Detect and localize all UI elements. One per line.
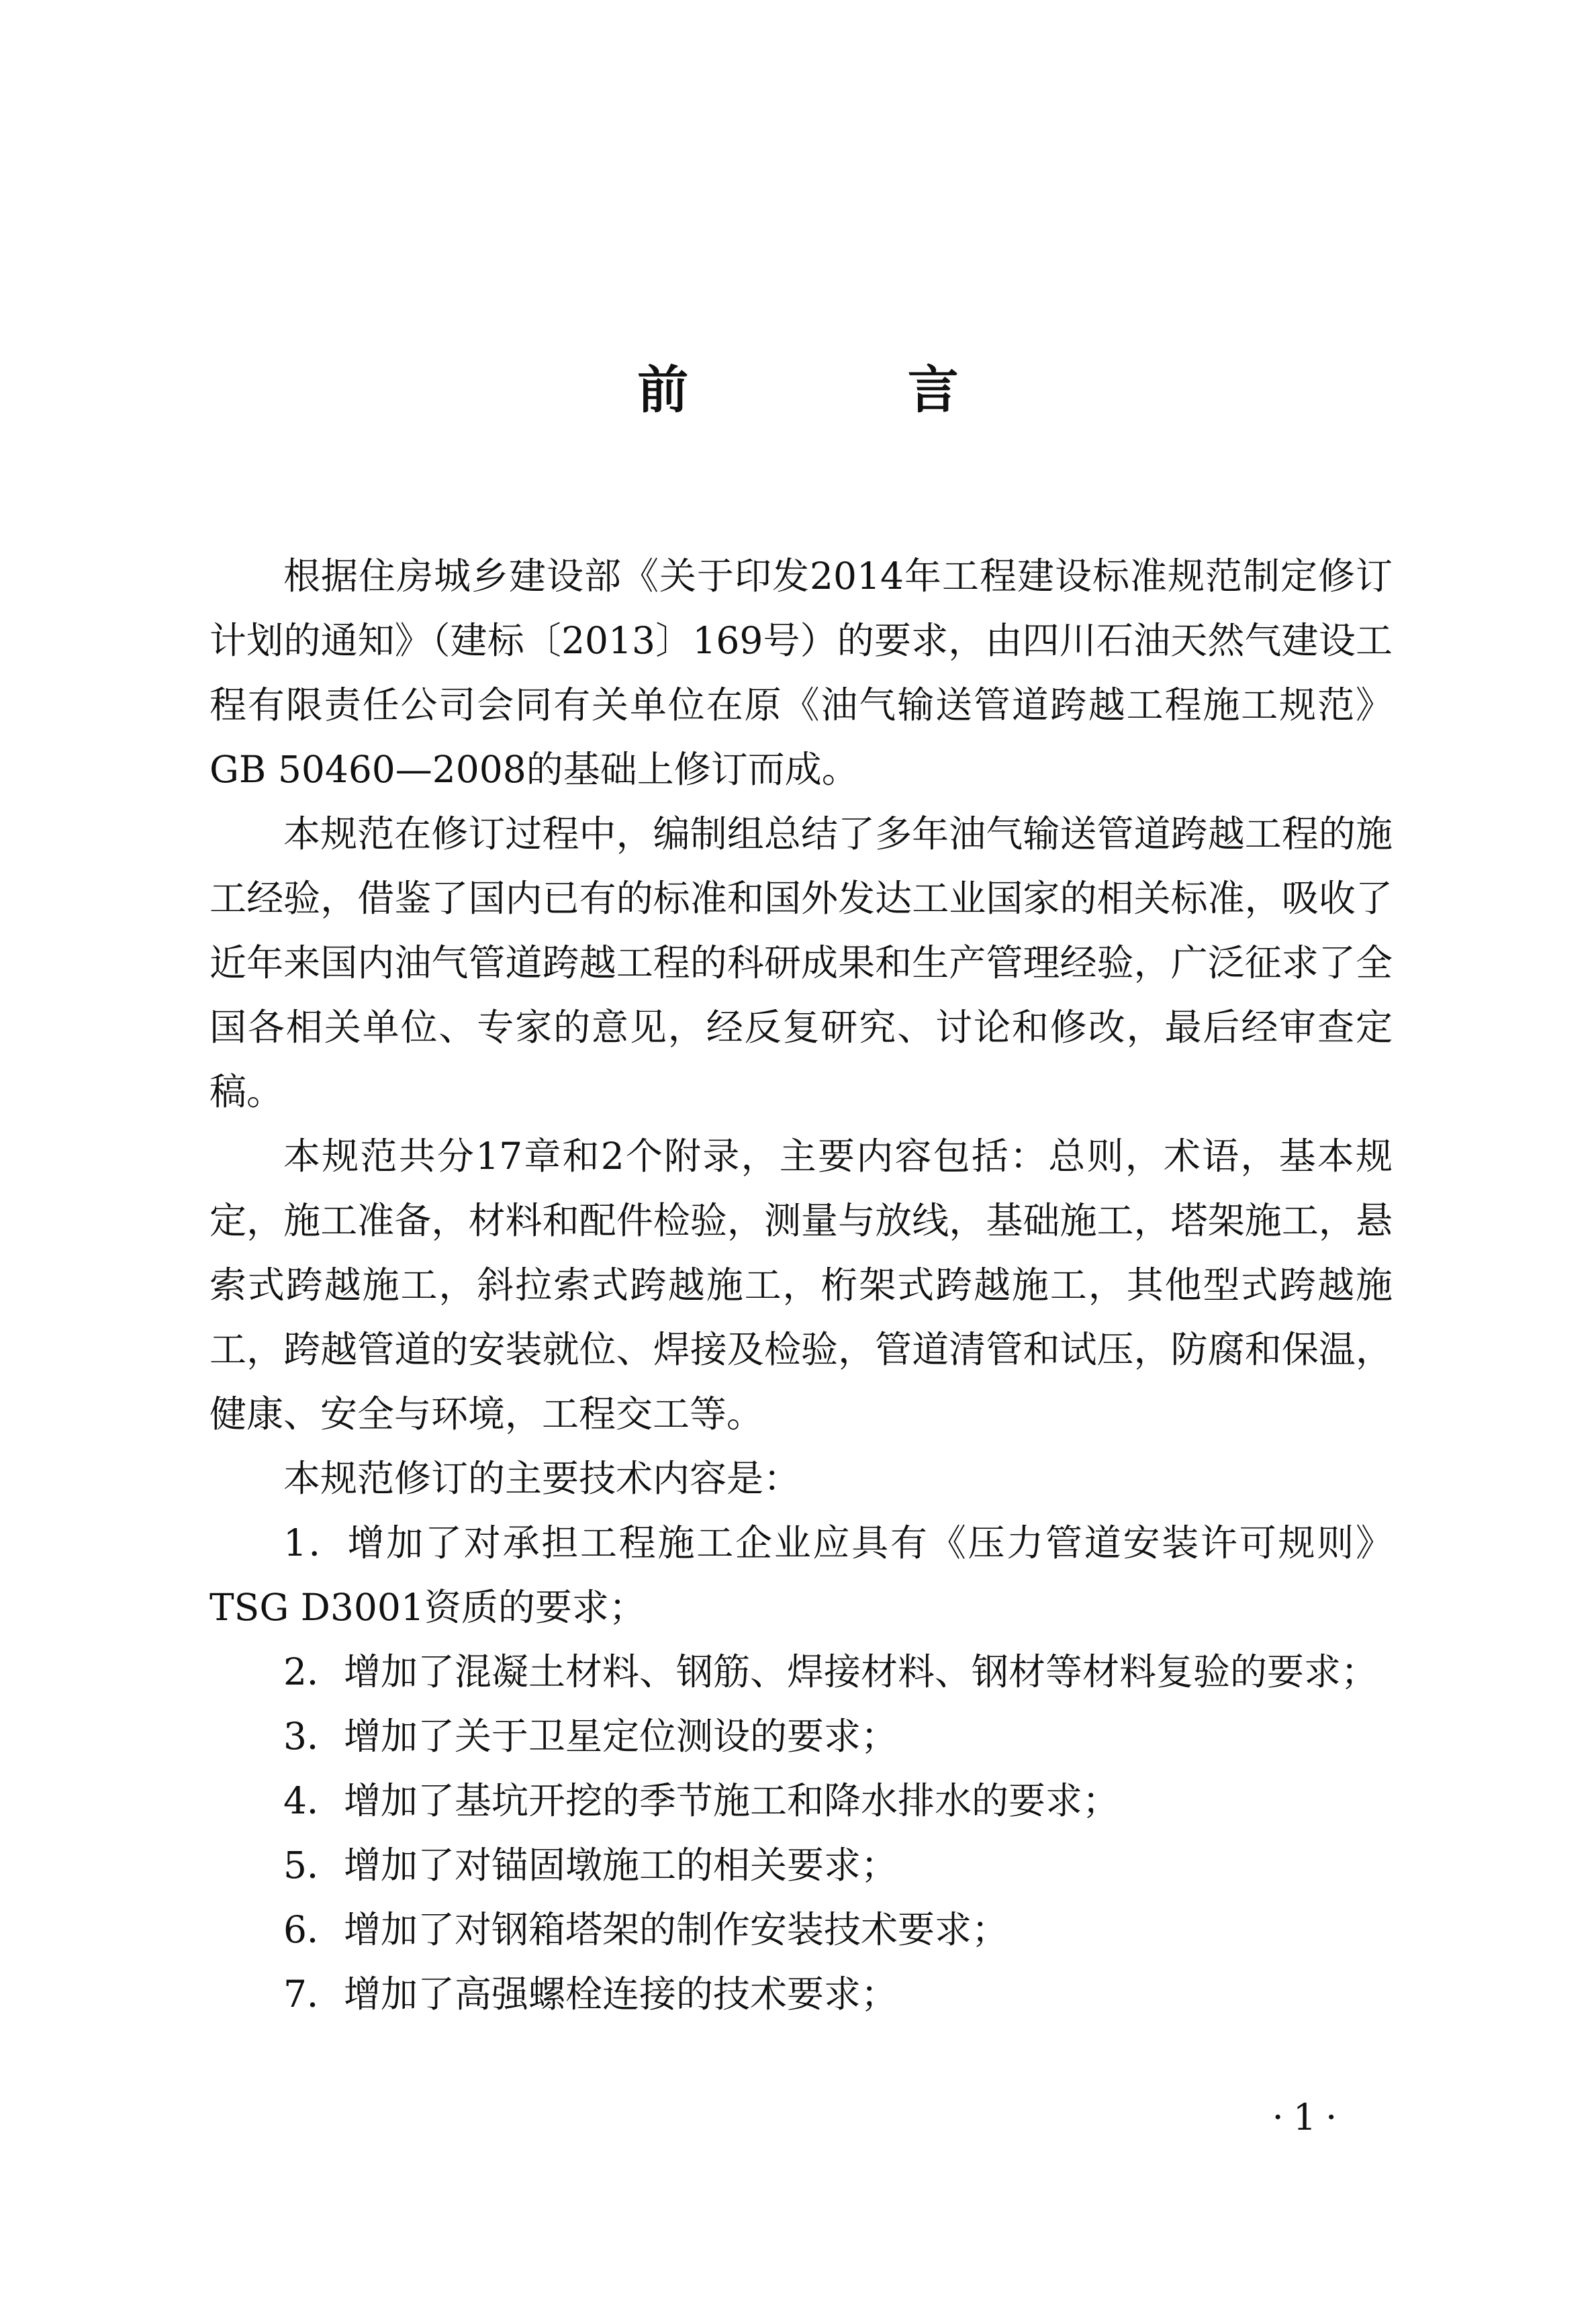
paragraph-main-changes-intro: 本规范修订的主要技术内容是：	[283, 1457, 801, 1500]
list-item: 2．增加了混凝土材料、钢筋、焊接材料、钢材等材料复验的要求；	[283, 1650, 1378, 1693]
page-number: ·1·	[1272, 2096, 1347, 2138]
paragraph-contents: 本规范共分17章和2个附录，主要内容包括：总则，术语，基本规定，施工准备，材料和配件检验，测量与放线，基础施工，塔架施工，悬索式跨越施工，斜拉索式跨越施工，桁架式跨越施工，其他型式跨越施工，跨越管道的安装就位、焊接及检验，管道清管和试压，防腐和保温，健康、安全与环境，工程交工等。	[209, 1135, 1393, 1435]
page-title: 前 言	[637, 360, 1060, 420]
list-item: 6．增加了对钢箱塔架的制作安装技术要求；	[283, 1908, 1008, 1951]
list-item: 3．增加了关于卫星定位测设的要求；	[283, 1715, 898, 1758]
list-item: 4．增加了基坑开挖的季节施工和降水排水的要求；	[283, 1779, 1119, 1822]
list-item: 7．增加了高强螺栓连接的技术要求；	[283, 1973, 898, 2016]
paragraph-basis: 根据住房城乡建设部《关于印发2014年工程建设标准规范制定修订计划的通知》（建标〔2013〕169号）的要求，由四川石油天然气建设工程有限责任公司会同有关单位在原《油气输送管道跨越工程施工规范》GB 50460—2008的基础上修订而成。	[209, 555, 1393, 791]
list-item: 5．增加了对锚固墩施工的相关要求；	[283, 1844, 898, 1887]
paragraph-revision-process: 本规范在修订过程中，编制组总结了多年油气输送管道跨越工程的施工经验，借鉴了国内已有的标准和国外发达工业国家的相关标准，吸收了近年来国内油气管道跨越工程的科研成果和生产管理经验，广泛征求了全国各相关单位、专家的意见，经反复研究、讨论和修改，最后经审查定稿。	[209, 812, 1393, 1113]
list-item: 1．增加了对承担工程施工企业应具有《压力管道安装许可规则》TSG D3001资质的要求；	[209, 1521, 1393, 1629]
body-text	[209, 544, 1393, 2026]
